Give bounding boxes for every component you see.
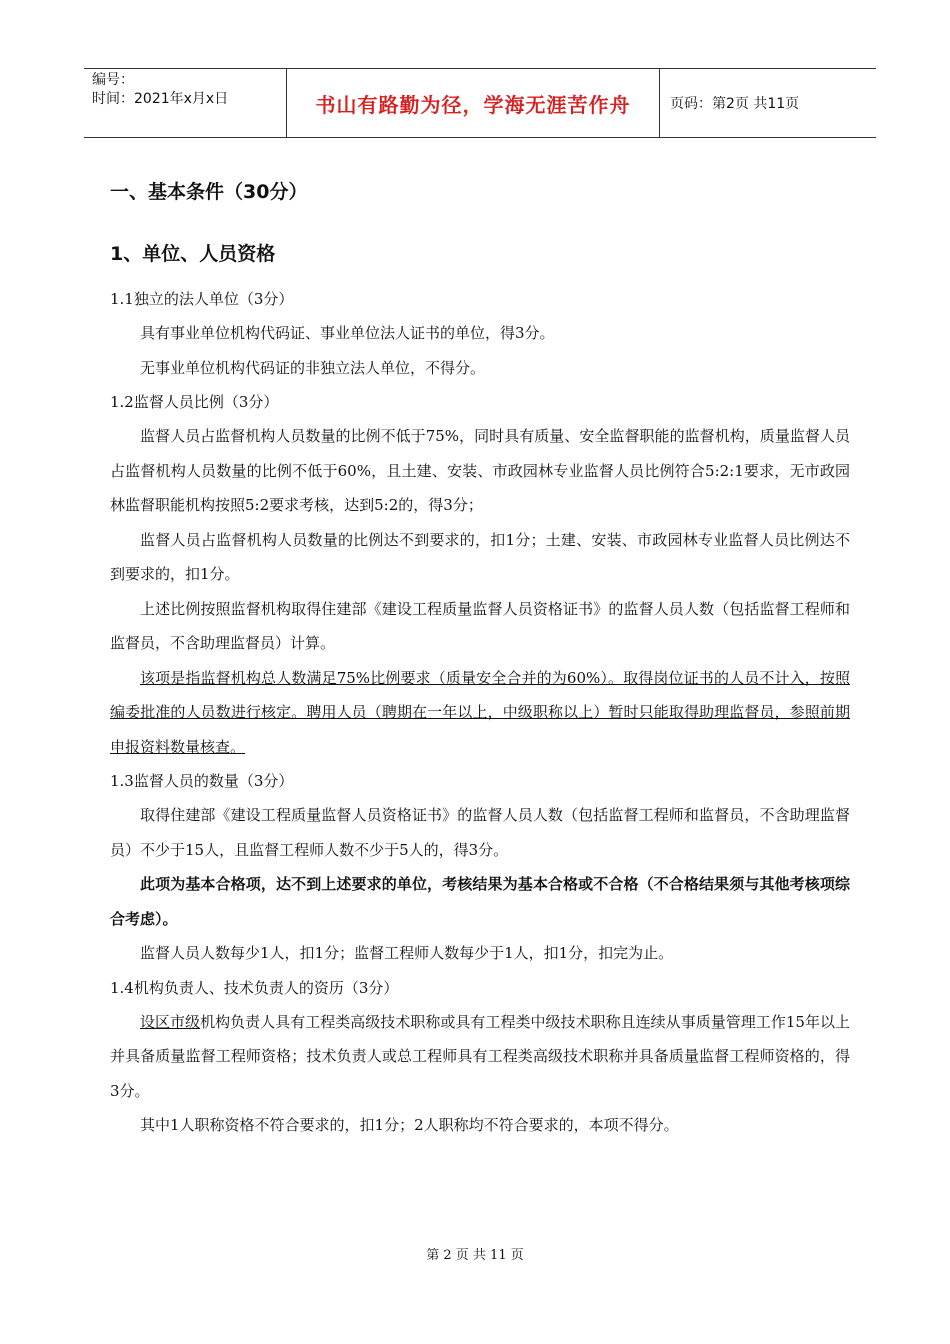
paragraph: 监督人员占监督机构人员数量的比例达不到要求的，扣1分；土建、安装、市政园林专业监督人员比例达不到要求的，扣1分。 bbox=[110, 530, 850, 583]
paragraph-mixed bbox=[110, 1005, 850, 1109]
paragraph-text: 机构负责人具有工程类高级技术职称或具有工程类中级技术职称且连续从事质量管理工作15年以上并具备质量监督工程师资格；技术负责人或总工程师具有工程类高级技术职称并具备质量监督工程师资格的，得3分。 bbox=[110, 1012, 850, 1100]
document-body bbox=[110, 170, 850, 1143]
header-meta bbox=[84, 69, 286, 137]
paragraph: 监督人员占监督机构人员数量的比例不低于75%，同时具有质量、安全监督职能的监督机构，质量监督人员占监督机构人员数量的比例不低于60%，且土建、安装、市政园林专业监督人员比例符合5:2:1要求，无市政园林监督职能机构按照5:2要求考核，达到5:2的，得3分； bbox=[110, 427, 850, 514]
document-date-label: 时间：2021年x月x日 bbox=[92, 91, 229, 107]
section-title: 一、基本条件（30分） bbox=[110, 181, 308, 203]
underlined-term: 设区市级 bbox=[140, 1012, 201, 1031]
item-heading: 1.3监督人员的数量（3分） bbox=[110, 772, 294, 790]
item-heading: 1.4机构负责人、技术负责人的资历（3分） bbox=[110, 978, 399, 997]
header-page-number: 页码：第2页 共11页 bbox=[670, 96, 800, 112]
paragraph: 无事业单位机构代码证的非独立法人单位，不得分。 bbox=[140, 358, 486, 377]
paragraph: 上述比例按照监督机构取得住建部《建设工程质量监督人员资格证书》的监督人员人数（包括监督工程师和监督员，不含助理监督员）计算。 bbox=[110, 599, 850, 652]
underlined-note: 该项是指监督机构总人数满足75%比例要求（质量安全合并的为60%）。取得岗位证书的人员不计入，按照编委批准的人员数进行核定。聘用人员（聘期在一年以上，中级职称以上）暂时只能取得助理监督员，参照前期申报资料数量核查。 bbox=[110, 668, 850, 756]
paragraph: 其中1人职称资格不符合要求的，扣1分；2人职称均不符合要求的，本项不得分。 bbox=[140, 1116, 679, 1134]
item-heading: 1.2监督人员比例（3分） bbox=[110, 393, 279, 411]
subsection-title: 1、单位、人员资格 bbox=[110, 243, 276, 265]
header-motto: 书山有路勤为径，学海无涯苦作舟 bbox=[286, 69, 660, 137]
bold-notice: 此项为基本合格项，达不到上述要求的单位，考核结果为基本合格或不合格（不合格结果须与其他考核项综合考虑）。 bbox=[110, 875, 850, 928]
paragraph: 取得住建部《建设工程质量监督人员资格证书》的监督人员人数（包括监督工程师和监督员，不含助理监督员）不少于15人，且监督工程师人数不少于5人的，得3分。 bbox=[110, 806, 850, 859]
page-footer: 第 2 页 共 11 页 bbox=[426, 1248, 524, 1263]
item-heading: 1.1独立的法人单位（3分） bbox=[110, 290, 294, 308]
page-header bbox=[84, 68, 876, 138]
document-number-label: 编号： bbox=[92, 72, 134, 88]
paragraph: 具有事业单位机构代码证、事业单位法人证书的单位，得3分。 bbox=[140, 324, 555, 342]
paragraph: 监督人员人数每少1人，扣1分；监督工程师人数每少于1人，扣1分，扣完为止。 bbox=[140, 944, 674, 962]
